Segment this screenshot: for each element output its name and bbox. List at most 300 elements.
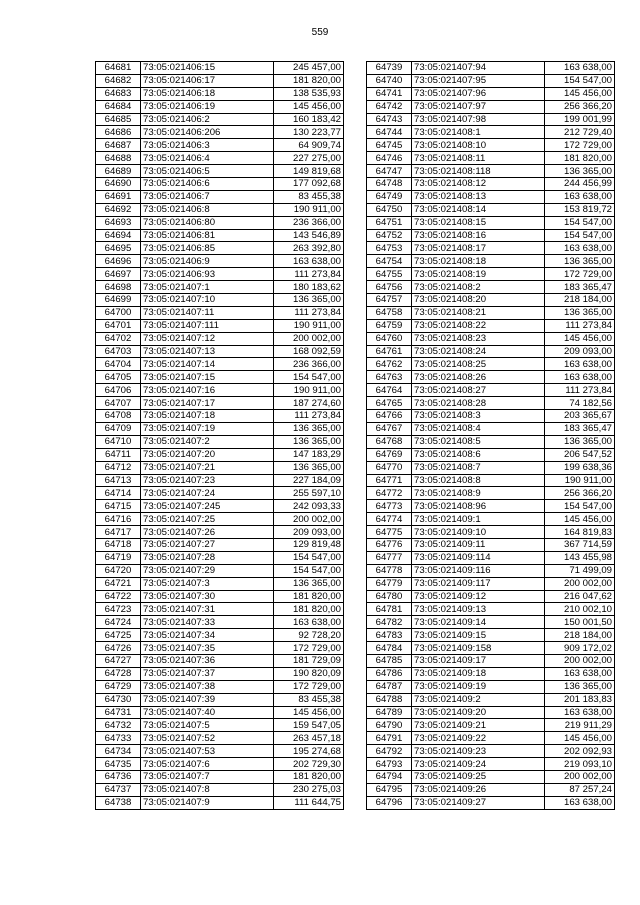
table-row [367, 319, 615, 332]
row-number-cell: 64697 [96, 268, 141, 281]
cadastral-number-cell: 73:05:021409:11 [412, 538, 545, 551]
table-row [96, 397, 344, 410]
value-cell: 111 273,84 [274, 268, 344, 281]
cadastral-number-cell: 73:05:021407:16 [141, 384, 274, 397]
row-number-cell: 64739 [367, 62, 412, 75]
row-number-cell: 64694 [96, 229, 141, 242]
value-cell: 236 366,00 [274, 216, 344, 229]
value-cell: 206 547,52 [545, 448, 615, 461]
value-cell: 367 714,59 [545, 538, 615, 551]
value-cell: 143 455,98 [545, 551, 615, 564]
value-cell: 180 183,62 [274, 281, 344, 294]
value-cell: 150 001,50 [545, 616, 615, 629]
cadastral-number-cell: 73:05:021407:31 [141, 603, 274, 616]
table-row [96, 461, 344, 474]
table-row [367, 487, 615, 500]
table-row [367, 435, 615, 448]
cadastral-number-cell: 73:05:021408:27 [412, 384, 545, 397]
cadastral-number-cell: 73:05:021409:21 [412, 719, 545, 732]
row-number-cell: 64696 [96, 255, 141, 268]
row-number-cell: 64688 [96, 152, 141, 165]
table-row [96, 165, 344, 178]
row-number-cell: 64755 [367, 268, 412, 281]
row-number-cell: 64766 [367, 410, 412, 423]
cadastral-number-cell: 73:05:021406:206 [141, 126, 274, 139]
table-row [367, 126, 615, 139]
value-cell: 143 546,89 [274, 229, 344, 242]
cadastral-number-cell: 73:05:021407:24 [141, 487, 274, 500]
table-row [367, 242, 615, 255]
cadastral-number-cell: 73:05:021406:19 [141, 100, 274, 113]
cadastral-number-cell: 73:05:021408:21 [412, 306, 545, 319]
row-number-cell: 64711 [96, 448, 141, 461]
value-cell: 181 820,00 [274, 770, 344, 783]
table-row [367, 100, 615, 113]
value-cell: 136 365,00 [545, 165, 615, 178]
cadastral-number-cell: 73:05:021406:93 [141, 268, 274, 281]
value-cell: 202 092,93 [545, 745, 615, 758]
value-cell: 154 547,00 [274, 371, 344, 384]
value-cell: 199 638,36 [545, 461, 615, 474]
cadastral-number-cell: 73:05:021409:117 [412, 577, 545, 590]
cadastral-number-cell: 73:05:021408:25 [412, 358, 545, 371]
row-number-cell: 64753 [367, 242, 412, 255]
cadastral-number-cell: 73:05:021409:10 [412, 526, 545, 539]
value-cell: 200 002,00 [274, 513, 344, 526]
table-row [96, 100, 344, 113]
row-number-cell: 64702 [96, 332, 141, 345]
value-cell: 172 729,00 [545, 139, 615, 152]
row-number-cell: 64742 [367, 100, 412, 113]
value-cell: 163 638,00 [545, 667, 615, 680]
value-cell: 227 184,09 [274, 474, 344, 487]
table-row [367, 216, 615, 229]
cadastral-number-cell: 73:05:021407:11 [141, 306, 274, 319]
cadastral-number-cell: 73:05:021407:25 [141, 513, 274, 526]
value-cell: 136 365,00 [274, 294, 344, 307]
value-cell: 138 535,93 [274, 87, 344, 100]
table-row [367, 332, 615, 345]
table-row [367, 139, 615, 152]
cadastral-number-cell: 73:05:021407:20 [141, 448, 274, 461]
row-number-cell: 64788 [367, 693, 412, 706]
table-row [367, 178, 615, 191]
row-number-cell: 64732 [96, 719, 141, 732]
cadastral-number-cell: 73:05:021408:15 [412, 216, 545, 229]
value-cell: 190 820,09 [274, 667, 344, 680]
cadastral-number-cell: 73:05:021407:53 [141, 745, 274, 758]
cadastral-number-cell: 73:05:021407:94 [412, 62, 545, 75]
table-row [367, 642, 615, 655]
table-row [367, 719, 615, 732]
cadastral-number-cell: 73:05:021408:6 [412, 448, 545, 461]
cadastral-number-cell: 73:05:021407:111 [141, 319, 274, 332]
row-number-cell: 64782 [367, 616, 412, 629]
value-cell: 181 820,00 [274, 590, 344, 603]
row-number-cell: 64718 [96, 538, 141, 551]
table-row [367, 268, 615, 281]
cadastral-number-cell: 73:05:021409:13 [412, 603, 545, 616]
row-number-cell: 64699 [96, 294, 141, 307]
value-cell: 111 273,84 [545, 384, 615, 397]
cadastral-number-cell: 73:05:021407:12 [141, 332, 274, 345]
value-cell: 145 456,00 [545, 332, 615, 345]
value-cell: 163 638,00 [274, 255, 344, 268]
table-row [96, 526, 344, 539]
row-number-cell: 64686 [96, 126, 141, 139]
value-cell: 244 456,99 [545, 178, 615, 191]
cadastral-number-cell: 73:05:021407:19 [141, 422, 274, 435]
cadastral-number-cell: 73:05:021409:22 [412, 732, 545, 745]
row-number-cell: 64772 [367, 487, 412, 500]
row-number-cell: 64774 [367, 513, 412, 526]
value-cell: 163 638,00 [545, 796, 615, 809]
table-row [96, 319, 344, 332]
row-number-cell: 64721 [96, 577, 141, 590]
cadastral-number-cell: 73:05:021409:2 [412, 693, 545, 706]
value-cell: 209 093,00 [274, 526, 344, 539]
row-number-cell: 64776 [367, 538, 412, 551]
value-cell: 202 729,30 [274, 758, 344, 771]
cadastral-number-cell: 73:05:021407:29 [141, 564, 274, 577]
row-number-cell: 64716 [96, 513, 141, 526]
row-number-cell: 64689 [96, 165, 141, 178]
table-row [96, 255, 344, 268]
table-row [96, 513, 344, 526]
value-cell: 219 093,10 [545, 758, 615, 771]
table-row [367, 203, 615, 216]
table-row [367, 190, 615, 203]
cadastral-number-cell: 73:05:021409:19 [412, 680, 545, 693]
table-row [96, 281, 344, 294]
value-cell: 154 547,00 [545, 216, 615, 229]
value-cell: 111 644,75 [274, 796, 344, 809]
cadastral-number-cell: 73:05:021407:96 [412, 87, 545, 100]
row-number-cell: 64768 [367, 435, 412, 448]
cadastral-number-cell: 73:05:021406:80 [141, 216, 274, 229]
row-number-cell: 64708 [96, 410, 141, 423]
cadastral-number-cell: 73:05:021406:85 [141, 242, 274, 255]
row-number-cell: 64698 [96, 281, 141, 294]
row-number-cell: 64744 [367, 126, 412, 139]
table-row [367, 152, 615, 165]
value-cell: 71 499,09 [545, 564, 615, 577]
table-row [96, 384, 344, 397]
row-number-cell: 64690 [96, 178, 141, 191]
table-row [96, 358, 344, 371]
table-row [367, 422, 615, 435]
table-row [367, 165, 615, 178]
cadastral-number-cell: 73:05:021407:15 [141, 371, 274, 384]
table-row [367, 255, 615, 268]
value-cell: 136 365,00 [545, 306, 615, 319]
cadastral-number-cell: 73:05:021408:3 [412, 410, 545, 423]
row-number-cell: 64710 [96, 435, 141, 448]
table-row [367, 667, 615, 680]
cadastral-number-cell: 73:05:021409:20 [412, 706, 545, 719]
row-number-cell: 64707 [96, 397, 141, 410]
cadastral-number-cell: 73:05:021407:27 [141, 538, 274, 551]
table-row [96, 203, 344, 216]
value-cell: 159 547,05 [274, 719, 344, 732]
value-cell: 218 184,00 [545, 629, 615, 642]
row-number-cell: 64748 [367, 178, 412, 191]
value-cell: 111 273,84 [274, 410, 344, 423]
row-number-cell: 64757 [367, 294, 412, 307]
cadastral-number-cell: 73:05:021406:9 [141, 255, 274, 268]
row-number-cell: 64779 [367, 577, 412, 590]
row-number-cell: 64735 [96, 758, 141, 771]
row-number-cell: 64747 [367, 165, 412, 178]
table-row [96, 590, 344, 603]
table-row [96, 551, 344, 564]
table-row [96, 216, 344, 229]
table-row [367, 551, 615, 564]
row-number-cell: 64746 [367, 152, 412, 165]
row-number-cell: 64761 [367, 345, 412, 358]
cadastral-number-cell: 73:05:021409:17 [412, 654, 545, 667]
table-row [96, 629, 344, 642]
row-number-cell: 64726 [96, 642, 141, 655]
table-row [96, 758, 344, 771]
table-row [96, 268, 344, 281]
table-row [367, 629, 615, 642]
value-cell: 145 456,00 [545, 513, 615, 526]
table-row [96, 294, 344, 307]
cadastral-number-cell: 73:05:021407:8 [141, 783, 274, 796]
value-cell: 172 729,00 [274, 642, 344, 655]
table-row [367, 745, 615, 758]
table-row [367, 693, 615, 706]
cadastral-number-cell: 73:05:021408:19 [412, 268, 545, 281]
table-row [96, 616, 344, 629]
cadastral-number-cell: 73:05:021409:26 [412, 783, 545, 796]
row-number-cell: 64775 [367, 526, 412, 539]
table-row [96, 783, 344, 796]
value-cell: 163 638,00 [545, 706, 615, 719]
row-number-cell: 64731 [96, 706, 141, 719]
value-cell: 163 638,00 [545, 190, 615, 203]
table-row [96, 435, 344, 448]
row-number-cell: 64783 [367, 629, 412, 642]
cadastral-number-cell: 73:05:021407:9 [141, 796, 274, 809]
cadastral-number-cell: 73:05:021408:13 [412, 190, 545, 203]
value-cell: 149 819,68 [274, 165, 344, 178]
cadastral-number-cell: 73:05:021408:11 [412, 152, 545, 165]
value-cell: 164 819,83 [545, 526, 615, 539]
cadastral-number-cell: 73:05:021406:7 [141, 190, 274, 203]
table-row [96, 74, 344, 87]
table-row [367, 783, 615, 796]
cadastral-number-cell: 73:05:021407:39 [141, 693, 274, 706]
table-row [367, 770, 615, 783]
table-row [367, 397, 615, 410]
table-row [367, 294, 615, 307]
table-row [367, 680, 615, 693]
table-row [367, 616, 615, 629]
row-number-cell: 64786 [367, 667, 412, 680]
row-number-cell: 64762 [367, 358, 412, 371]
row-number-cell: 64741 [367, 87, 412, 100]
cadastral-number-cell: 73:05:021408:18 [412, 255, 545, 268]
cadastral-number-cell: 73:05:021409:25 [412, 770, 545, 783]
table-row [367, 526, 615, 539]
value-cell: 181 729,09 [274, 654, 344, 667]
cadastral-number-cell: 73:05:021407:98 [412, 113, 545, 126]
value-cell: 153 819,72 [545, 203, 615, 216]
table-row [367, 281, 615, 294]
table-row [96, 770, 344, 783]
value-cell: 136 365,00 [274, 435, 344, 448]
value-cell: 183 365,47 [545, 281, 615, 294]
row-number-cell: 64730 [96, 693, 141, 706]
cadastral-number-cell: 73:05:021409:158 [412, 642, 545, 655]
value-cell: 200 002,00 [545, 654, 615, 667]
row-number-cell: 64714 [96, 487, 141, 500]
row-number-cell: 64780 [367, 590, 412, 603]
row-number-cell: 64701 [96, 319, 141, 332]
row-number-cell: 64754 [367, 255, 412, 268]
table-row [96, 732, 344, 745]
value-cell: 163 638,00 [545, 242, 615, 255]
value-cell: 136 365,00 [274, 461, 344, 474]
cadastral-number-cell: 73:05:021409:116 [412, 564, 545, 577]
row-number-cell: 64767 [367, 422, 412, 435]
value-cell: 200 002,00 [545, 577, 615, 590]
cadastral-number-cell: 73:05:021407:7 [141, 770, 274, 783]
table-row [96, 654, 344, 667]
row-number-cell: 64749 [367, 190, 412, 203]
cadastral-number-cell: 73:05:021408:2 [412, 281, 545, 294]
cadastral-number-cell: 73:05:021406:81 [141, 229, 274, 242]
value-cell: 227 275,00 [274, 152, 344, 165]
cadastral-number-cell: 73:05:021408:16 [412, 229, 545, 242]
value-cell: 163 638,00 [545, 62, 615, 75]
cadastral-number-cell: 73:05:021408:12 [412, 178, 545, 191]
cadastral-number-cell: 73:05:021409:24 [412, 758, 545, 771]
cadastral-number-cell: 73:05:021407:38 [141, 680, 274, 693]
cadastral-number-cell: 73:05:021409:27 [412, 796, 545, 809]
cadastral-number-cell: 73:05:021407:17 [141, 397, 274, 410]
cadastral-number-cell: 73:05:021407:52 [141, 732, 274, 745]
cadastral-number-cell: 73:05:021407:33 [141, 616, 274, 629]
row-number-cell: 64727 [96, 654, 141, 667]
value-cell: 230 275,03 [274, 783, 344, 796]
cadastral-number-cell: 73:05:021407:21 [141, 461, 274, 474]
value-cell: 92 728,20 [274, 629, 344, 642]
table-row [367, 410, 615, 423]
cadastral-number-cell: 73:05:021408:14 [412, 203, 545, 216]
row-number-cell: 64793 [367, 758, 412, 771]
table-row [367, 384, 615, 397]
cadastral-number-cell: 73:05:021408:4 [412, 422, 545, 435]
row-number-cell: 64760 [367, 332, 412, 345]
cadastral-number-cell: 73:05:021406:8 [141, 203, 274, 216]
row-number-cell: 64725 [96, 629, 141, 642]
table-row [96, 306, 344, 319]
table-row [96, 113, 344, 126]
table-row [96, 190, 344, 203]
table-row [96, 693, 344, 706]
cadastral-number-cell: 73:05:021409:15 [412, 629, 545, 642]
row-number-cell: 64687 [96, 139, 141, 152]
table-row [96, 706, 344, 719]
value-cell: 190 911,00 [274, 203, 344, 216]
value-cell: 190 911,00 [545, 474, 615, 487]
value-cell: 181 820,00 [274, 603, 344, 616]
cadastral-number-cell: 73:05:021408:96 [412, 500, 545, 513]
value-cell: 145 456,00 [545, 87, 615, 100]
cadastral-number-cell: 73:05:021407:37 [141, 667, 274, 680]
value-cell: 168 092,59 [274, 345, 344, 358]
table-row [367, 538, 615, 551]
row-number-cell: 64713 [96, 474, 141, 487]
row-number-cell: 64743 [367, 113, 412, 126]
cadastral-number-cell: 73:05:021409:23 [412, 745, 545, 758]
cadastral-number-cell: 73:05:021407:97 [412, 100, 545, 113]
table-row [96, 332, 344, 345]
cadastral-number-cell: 73:05:021407:14 [141, 358, 274, 371]
row-number-cell: 64750 [367, 203, 412, 216]
table-row [367, 500, 615, 513]
row-number-cell: 64703 [96, 345, 141, 358]
cadastral-number-cell: 73:05:021407:28 [141, 551, 274, 564]
table-row [367, 87, 615, 100]
cadastral-number-cell: 73:05:021407:34 [141, 629, 274, 642]
cadastral-number-cell: 73:05:021407:3 [141, 577, 274, 590]
row-number-cell: 64700 [96, 306, 141, 319]
row-number-cell: 64770 [367, 461, 412, 474]
table-row [96, 745, 344, 758]
table-row [367, 345, 615, 358]
row-number-cell: 64691 [96, 190, 141, 203]
value-cell: 236 366,00 [274, 358, 344, 371]
cadastral-number-cell: 73:05:021407:36 [141, 654, 274, 667]
table-row [96, 680, 344, 693]
value-cell: 145 456,00 [274, 100, 344, 113]
value-cell: 154 547,00 [545, 229, 615, 242]
cadastral-number-cell: 73:05:021408:7 [412, 461, 545, 474]
cadastral-number-cell: 73:05:021408:9 [412, 487, 545, 500]
value-cell: 181 820,00 [274, 74, 344, 87]
row-number-cell: 64719 [96, 551, 141, 564]
row-number-cell: 64752 [367, 229, 412, 242]
cadastral-number-cell: 73:05:021409:1 [412, 513, 545, 526]
value-cell: 181 820,00 [545, 152, 615, 165]
table-row [367, 603, 615, 616]
row-number-cell: 64722 [96, 590, 141, 603]
row-number-cell: 64794 [367, 770, 412, 783]
value-cell: 154 547,00 [545, 74, 615, 87]
table-row [96, 126, 344, 139]
value-cell: 172 729,00 [545, 268, 615, 281]
value-cell: 160 183,42 [274, 113, 344, 126]
cadastral-number-cell: 73:05:021406:2 [141, 113, 274, 126]
table-row [96, 62, 344, 75]
row-number-cell: 64787 [367, 680, 412, 693]
cadastral-number-cell: 73:05:021408:8 [412, 474, 545, 487]
table-row [96, 87, 344, 100]
table-row [367, 654, 615, 667]
value-cell: 154 547,00 [545, 500, 615, 513]
cadastral-number-cell: 73:05:021408:10 [412, 139, 545, 152]
cadastral-number-cell: 73:05:021409:18 [412, 667, 545, 680]
table-row [367, 74, 615, 87]
value-cell: 136 365,00 [274, 422, 344, 435]
value-cell: 87 257,24 [545, 783, 615, 796]
row-number-cell: 64693 [96, 216, 141, 229]
cadastral-number-cell: 73:05:021407:13 [141, 345, 274, 358]
